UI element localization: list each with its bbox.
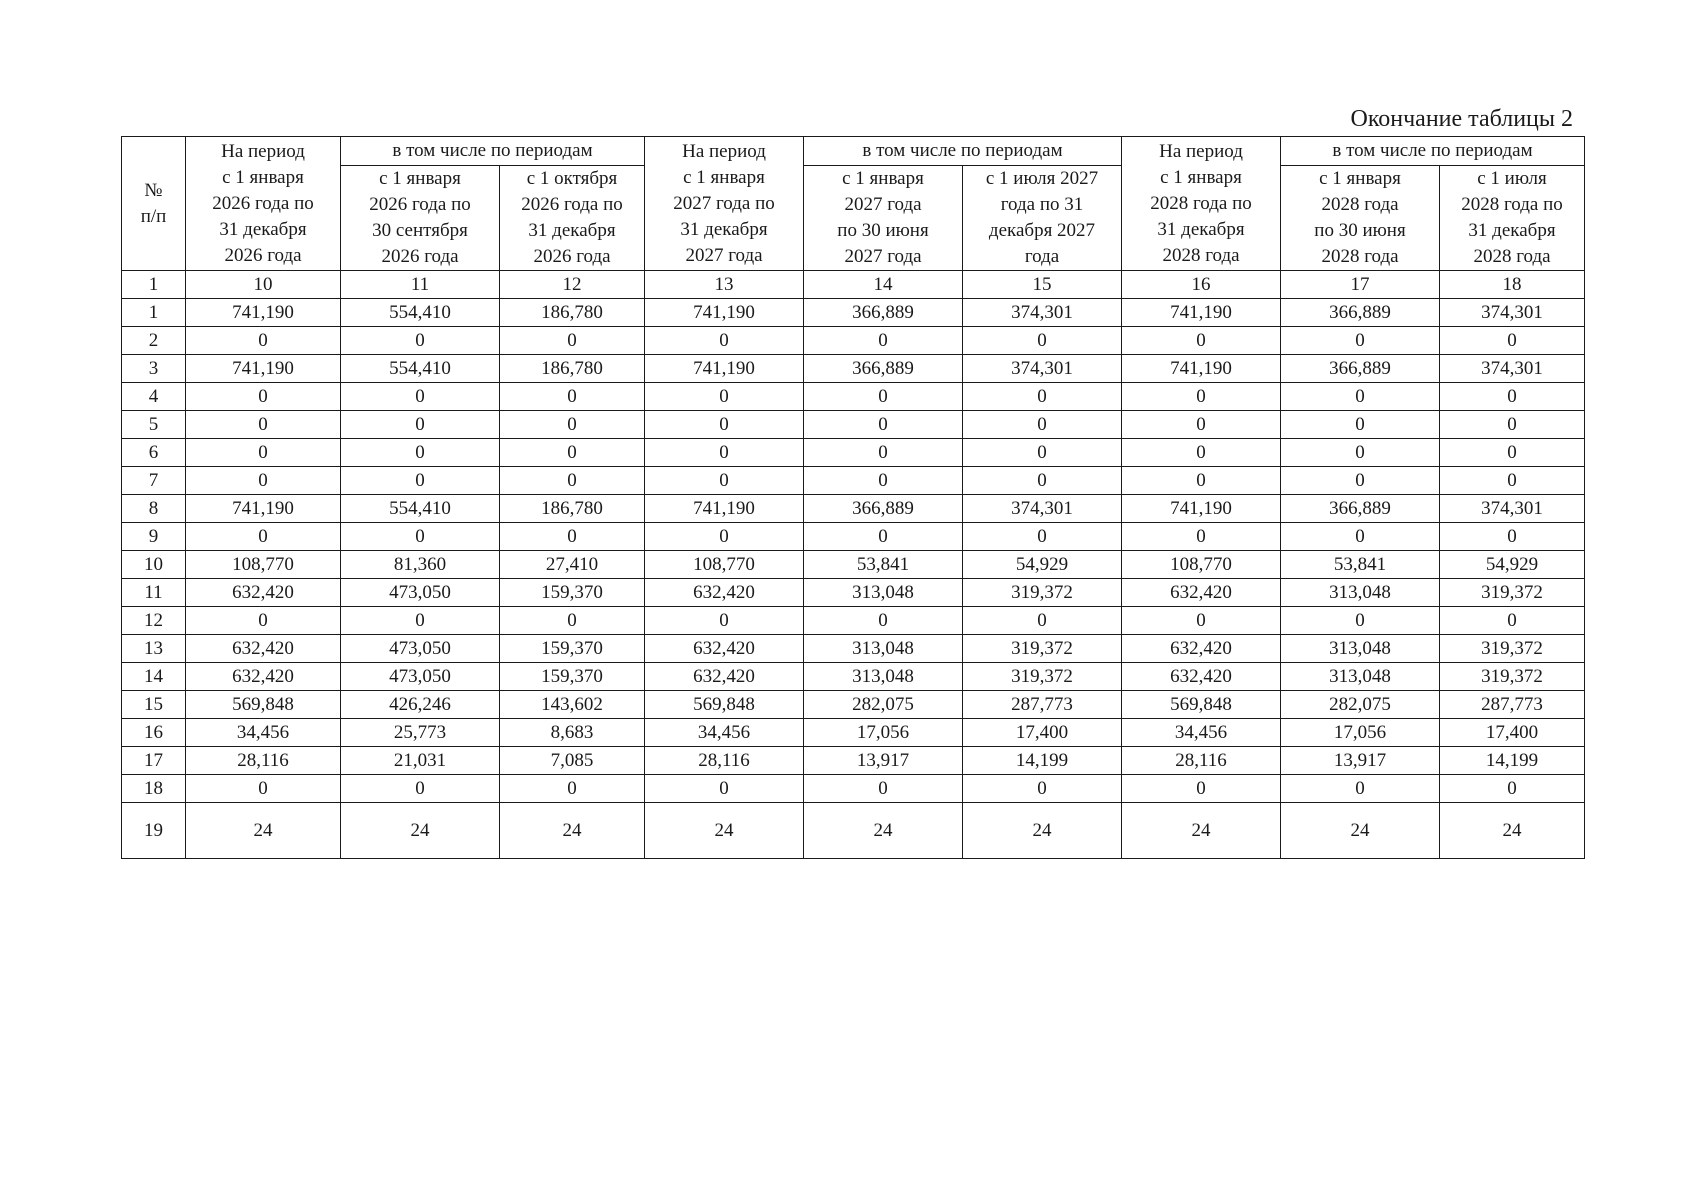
value-cell: 632,420 [1122, 663, 1281, 691]
row-number-cell: 8 [122, 495, 186, 523]
value-cell: 0 [341, 411, 500, 439]
value-cell: 319,372 [1440, 663, 1585, 691]
header-2027-jul-dec: с 1 июля 2027 года по 31 декабря 2027 года [963, 166, 1122, 271]
value-cell: 24 [186, 803, 341, 859]
value-cell: 569,848 [1122, 691, 1281, 719]
value-cell: 632,420 [186, 663, 341, 691]
value-cell: 0 [500, 439, 645, 467]
value-cell: 0 [1440, 775, 1585, 803]
value-cell: 0 [341, 523, 500, 551]
value-cell: 27,410 [500, 551, 645, 579]
table-row [122, 383, 1585, 411]
value-cell: 0 [645, 327, 804, 355]
value-cell: 0 [963, 775, 1122, 803]
value-cell: 0 [500, 383, 645, 411]
value-cell: 0 [1122, 383, 1281, 411]
value-cell: 0 [1281, 383, 1440, 411]
value-cell: 366,889 [804, 355, 963, 383]
value-cell: 28,116 [186, 747, 341, 775]
value-cell: 0 [1122, 607, 1281, 635]
value-cell: 53,841 [804, 551, 963, 579]
value-cell: 0 [186, 327, 341, 355]
value-cell: 741,190 [186, 495, 341, 523]
row-number-cell: 5 [122, 411, 186, 439]
value-cell: 7,085 [500, 747, 645, 775]
row-number-cell: 18 [122, 775, 186, 803]
value-cell: 0 [500, 411, 645, 439]
value-cell: 17,400 [963, 719, 1122, 747]
table-caption: Окончание таблицы 2 [1350, 106, 1573, 132]
row-number-cell: 9 [122, 523, 186, 551]
value-cell: 741,190 [186, 355, 341, 383]
value-cell: 0 [186, 467, 341, 495]
value-cell: 287,773 [963, 691, 1122, 719]
value-cell: 374,301 [1440, 495, 1585, 523]
value-cell: 0 [804, 411, 963, 439]
table-row [122, 523, 1585, 551]
value-cell: 28,116 [645, 747, 804, 775]
value-cell: 319,372 [963, 635, 1122, 663]
value-cell: 366,889 [804, 299, 963, 327]
value-cell: 374,301 [963, 355, 1122, 383]
value-cell: 741,190 [186, 299, 341, 327]
value-cell: 632,420 [645, 663, 804, 691]
value-cell: 0 [186, 523, 341, 551]
column-number-cell: 13 [645, 271, 804, 299]
header-2028-jul-dec: с 1 июля 2028 года по 31 декабря 2028 года [1440, 166, 1585, 271]
row-number-cell: 3 [122, 355, 186, 383]
value-cell: 569,848 [645, 691, 804, 719]
value-cell: 0 [804, 607, 963, 635]
value-cell: 569,848 [186, 691, 341, 719]
value-cell: 0 [1281, 411, 1440, 439]
row-number-cell: 11 [122, 579, 186, 607]
value-cell: 313,048 [804, 635, 963, 663]
row-number-cell: 19 [122, 803, 186, 859]
column-numbers-row [122, 271, 1585, 299]
value-cell: 366,889 [1281, 355, 1440, 383]
value-cell: 0 [186, 411, 341, 439]
value-cell: 0 [645, 439, 804, 467]
value-cell: 473,050 [341, 663, 500, 691]
table-row [122, 411, 1585, 439]
value-cell: 17,400 [1440, 719, 1585, 747]
value-cell: 0 [341, 467, 500, 495]
value-cell: 0 [645, 383, 804, 411]
value-cell: 0 [1281, 607, 1440, 635]
value-cell: 24 [1281, 803, 1440, 859]
table-row [122, 355, 1585, 383]
header-period-2027-total: На период с 1 января 2027 года по 31 декабря 2027 года [645, 137, 804, 271]
value-cell: 28,116 [1122, 747, 1281, 775]
value-cell: 0 [1440, 523, 1585, 551]
value-cell: 0 [500, 467, 645, 495]
value-cell: 108,770 [645, 551, 804, 579]
value-cell: 0 [963, 523, 1122, 551]
value-cell: 0 [186, 383, 341, 411]
value-cell: 741,190 [1122, 299, 1281, 327]
value-cell: 53,841 [1281, 551, 1440, 579]
value-cell: 0 [1281, 327, 1440, 355]
value-cell: 54,929 [1440, 551, 1585, 579]
value-cell: 632,420 [186, 579, 341, 607]
value-cell: 0 [1122, 327, 1281, 355]
value-cell: 17,056 [804, 719, 963, 747]
value-cell: 741,190 [645, 299, 804, 327]
value-cell: 0 [500, 523, 645, 551]
value-cell: 313,048 [804, 663, 963, 691]
value-cell: 24 [341, 803, 500, 859]
header-period-2028-total: На период с 1 января 2028 года по 31 декабря 2028 года [1122, 137, 1281, 271]
row-number-cell: 1 [122, 299, 186, 327]
column-number-cell: 1 [122, 271, 186, 299]
value-cell: 159,370 [500, 663, 645, 691]
table-row [122, 467, 1585, 495]
value-cell: 24 [500, 803, 645, 859]
value-cell: 741,190 [645, 355, 804, 383]
value-cell: 366,889 [1281, 495, 1440, 523]
column-number-cell: 10 [186, 271, 341, 299]
header-period-2026-breakdown: в том числе по периодам [341, 137, 645, 166]
row-number-cell: 6 [122, 439, 186, 467]
value-cell: 0 [804, 327, 963, 355]
table-row [122, 691, 1585, 719]
value-cell: 374,301 [963, 495, 1122, 523]
value-cell: 0 [1122, 411, 1281, 439]
row-number-cell: 7 [122, 467, 186, 495]
value-cell: 313,048 [1281, 635, 1440, 663]
value-cell: 632,420 [186, 635, 341, 663]
table-row [122, 635, 1585, 663]
row-number-cell: 4 [122, 383, 186, 411]
value-cell: 24 [1440, 803, 1585, 859]
value-cell: 186,780 [500, 355, 645, 383]
value-cell: 0 [963, 439, 1122, 467]
value-cell: 34,456 [645, 719, 804, 747]
value-cell: 0 [500, 607, 645, 635]
value-cell: 0 [341, 607, 500, 635]
value-cell: 25,773 [341, 719, 500, 747]
header-2028-jan-jun: с 1 января 2028 года по 30 июня 2028 года [1281, 166, 1440, 271]
value-cell: 24 [804, 803, 963, 859]
value-cell: 0 [186, 607, 341, 635]
value-cell: 17,056 [1281, 719, 1440, 747]
value-cell: 0 [500, 775, 645, 803]
value-cell: 313,048 [1281, 579, 1440, 607]
column-number-cell: 12 [500, 271, 645, 299]
value-cell: 0 [341, 383, 500, 411]
value-cell: 34,456 [186, 719, 341, 747]
value-cell: 0 [963, 411, 1122, 439]
value-cell: 632,420 [645, 635, 804, 663]
value-cell: 741,190 [1122, 495, 1281, 523]
row-number-cell: 16 [122, 719, 186, 747]
value-cell: 0 [1281, 523, 1440, 551]
header-2026-oct-dec: с 1 октября 2026 года по 31 декабря 2026 года [500, 166, 645, 271]
value-cell: 0 [804, 775, 963, 803]
data-table [121, 136, 1585, 859]
value-cell: 13,917 [804, 747, 963, 775]
column-number-cell: 16 [1122, 271, 1281, 299]
table-row [122, 803, 1585, 859]
row-number-cell: 14 [122, 663, 186, 691]
table-row [122, 663, 1585, 691]
value-cell: 0 [963, 607, 1122, 635]
table-row [122, 551, 1585, 579]
value-cell: 21,031 [341, 747, 500, 775]
value-cell: 741,190 [1122, 355, 1281, 383]
value-cell: 366,889 [804, 495, 963, 523]
value-cell: 473,050 [341, 579, 500, 607]
value-cell: 0 [1122, 523, 1281, 551]
value-cell: 319,372 [1440, 635, 1585, 663]
value-cell: 554,410 [341, 495, 500, 523]
header-period-2026-total: На период с 1 января 2026 года по 31 декабря 2026 года [186, 137, 341, 271]
value-cell: 54,929 [963, 551, 1122, 579]
value-cell: 0 [341, 775, 500, 803]
table-row [122, 327, 1585, 355]
value-cell: 0 [1281, 775, 1440, 803]
column-number-cell: 17 [1281, 271, 1440, 299]
value-cell: 0 [186, 775, 341, 803]
header-period-2028-breakdown: в том числе по периодам [1281, 137, 1585, 166]
column-number-cell: 14 [804, 271, 963, 299]
column-number-cell: 15 [963, 271, 1122, 299]
value-cell: 287,773 [1440, 691, 1585, 719]
table-row [122, 299, 1585, 327]
value-cell: 0 [341, 327, 500, 355]
value-cell: 0 [963, 383, 1122, 411]
value-cell: 159,370 [500, 635, 645, 663]
value-cell: 319,372 [1440, 579, 1585, 607]
header-row-top [122, 137, 1585, 166]
table-row [122, 775, 1585, 803]
value-cell: 313,048 [804, 579, 963, 607]
value-cell: 632,420 [1122, 579, 1281, 607]
value-cell: 0 [341, 439, 500, 467]
row-number-cell: 12 [122, 607, 186, 635]
value-cell: 0 [1440, 439, 1585, 467]
table-row [122, 495, 1585, 523]
header-2026-jan-sep: с 1 января 2026 года по 30 сентября 2026 года [341, 166, 500, 271]
value-cell: 186,780 [500, 299, 645, 327]
value-cell: 426,246 [341, 691, 500, 719]
value-cell: 0 [1440, 411, 1585, 439]
value-cell: 143,602 [500, 691, 645, 719]
value-cell: 13,917 [1281, 747, 1440, 775]
value-cell: 319,372 [963, 663, 1122, 691]
value-cell: 0 [1281, 439, 1440, 467]
value-cell: 159,370 [500, 579, 645, 607]
value-cell: 0 [500, 327, 645, 355]
value-cell: 0 [645, 607, 804, 635]
value-cell: 0 [1440, 383, 1585, 411]
value-cell: 632,420 [645, 579, 804, 607]
value-cell: 741,190 [645, 495, 804, 523]
row-number-cell: 17 [122, 747, 186, 775]
value-cell: 0 [645, 467, 804, 495]
value-cell: 473,050 [341, 635, 500, 663]
value-cell: 0 [1440, 327, 1585, 355]
row-number-cell: 15 [122, 691, 186, 719]
value-cell: 0 [1122, 775, 1281, 803]
value-cell: 0 [645, 523, 804, 551]
value-cell: 0 [1281, 467, 1440, 495]
value-cell: 0 [1122, 467, 1281, 495]
table-row [122, 719, 1585, 747]
value-cell: 0 [963, 467, 1122, 495]
value-cell: 319,372 [963, 579, 1122, 607]
header-period-2027-breakdown: в том числе по периодам [804, 137, 1122, 166]
value-cell: 0 [1440, 467, 1585, 495]
value-cell: 0 [645, 775, 804, 803]
value-cell: 313,048 [1281, 663, 1440, 691]
value-cell: 374,301 [1440, 299, 1585, 327]
value-cell: 0 [186, 439, 341, 467]
value-cell: 374,301 [963, 299, 1122, 327]
header-row-sub [122, 166, 1585, 271]
value-cell: 0 [804, 523, 963, 551]
value-cell: 34,456 [1122, 719, 1281, 747]
row-number-cell: 2 [122, 327, 186, 355]
value-cell: 24 [645, 803, 804, 859]
value-cell: 0 [804, 383, 963, 411]
header-row-number: № п/п [122, 137, 186, 271]
value-cell: 24 [1122, 803, 1281, 859]
table-row [122, 747, 1585, 775]
value-cell: 0 [804, 467, 963, 495]
column-number-cell: 18 [1440, 271, 1585, 299]
value-cell: 554,410 [341, 355, 500, 383]
table-body [122, 299, 1585, 859]
table-row [122, 439, 1585, 467]
value-cell: 14,199 [1440, 747, 1585, 775]
value-cell: 108,770 [1122, 551, 1281, 579]
value-cell: 186,780 [500, 495, 645, 523]
value-cell: 282,075 [1281, 691, 1440, 719]
row-number-cell: 10 [122, 551, 186, 579]
value-cell: 14,199 [963, 747, 1122, 775]
value-cell: 554,410 [341, 299, 500, 327]
value-cell: 0 [963, 327, 1122, 355]
column-number-cell: 11 [341, 271, 500, 299]
value-cell: 0 [1122, 439, 1281, 467]
value-cell: 81,360 [341, 551, 500, 579]
table-row [122, 579, 1585, 607]
header-2027-jan-jun: с 1 января 2027 года по 30 июня 2027 года [804, 166, 963, 271]
value-cell: 366,889 [1281, 299, 1440, 327]
value-cell: 374,301 [1440, 355, 1585, 383]
value-cell: 108,770 [186, 551, 341, 579]
value-cell: 282,075 [804, 691, 963, 719]
value-cell: 0 [804, 439, 963, 467]
value-cell: 0 [1440, 607, 1585, 635]
value-cell: 8,683 [500, 719, 645, 747]
value-cell: 24 [963, 803, 1122, 859]
table-row [122, 607, 1585, 635]
value-cell: 0 [645, 411, 804, 439]
row-number-cell: 13 [122, 635, 186, 663]
value-cell: 632,420 [1122, 635, 1281, 663]
